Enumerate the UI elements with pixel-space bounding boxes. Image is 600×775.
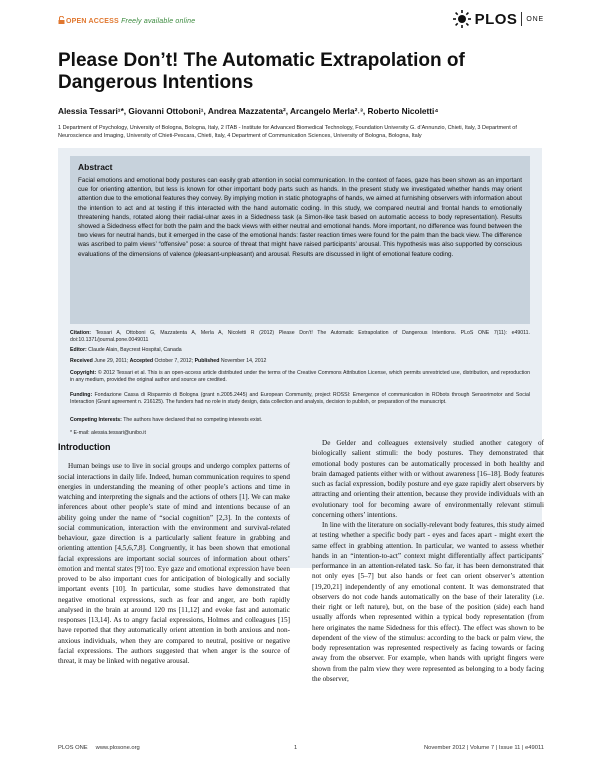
author-list: Alessia Tessari¹*, Giovanni Ottoboni¹, Andrea Mazzatenta², Arcangelo Merla²˒³, Roberto Nicoletti⁴ xyxy=(58,106,439,116)
footer-url[interactable]: www.plosone.org xyxy=(95,745,140,751)
corresponding-email[interactable]: * E-mail: alessia.tessari@unibo.it xyxy=(70,430,146,436)
journal-header xyxy=(58,9,544,35)
copyright xyxy=(70,370,530,385)
introduction-heading: Introduction xyxy=(58,442,111,452)
funding-text: Fondazione Cassa di Risparmio di Bologna (grant n.2005.2445) and European Community, project ROSSI: Emergence of communication in RObots through Sensorimotor and Social Interaction (Grant agreement n. 216125). The funders had no role in study design, data collection and analysis, decision to publish, or preparation of the manuscript. xyxy=(70,392,530,406)
plos-sun-icon xyxy=(452,9,472,29)
copyright-text: © 2012 Tessari et al. This is an open-access article distributed under the terms of the Creative Commons Attribution License, which permits unrestricted use, distribution, and reproduction in any medium, provided the original author and source are credited. xyxy=(70,370,530,384)
editor xyxy=(70,347,530,354)
citation-text: Tessari A, Ottoboni G, Mazzatenta A, Merla A, Nicoletti R (2012) Please Don’t! The Automatic Extrapolation of Dangerous Intentions. PLoS ONE 7(11): e49011. doi:10.1371/journal.pone.0049011 xyxy=(70,330,530,344)
editor-label: Editor: xyxy=(70,347,87,353)
footer-journal-name: PLOS ONE xyxy=(58,745,88,751)
competing-label: Competing Interests: xyxy=(70,417,122,423)
plos-logo xyxy=(452,9,544,29)
body-paragraph: Human beings use to live in social groups and undergo complex patterns of social interactions in daily life. Indeed, human communication requires to spend energies in understanding the meaning of other people’s actions and time in watching and interpreting the signals and the actions of others [1]. We can make inferences about other people’s state of mind and intentions because of an ability going under the name of “social cognition” [2,3]. In the contexts of social communication, interaction with the environment and survival-related behaviour, gaze direction is a particularly salient feature in grabbing and orienting attention [4,5,6,7,8]. Congruently, it has been shown that emotional facial expressions are important social sources of information about others’ emotion and mental states [9] too. Eye gaze and emotional expression have been proved to be also important cues for anticipation of biologically and socially important events [10]. In particular, some studies have demonstrated that negative emotional expressions, such as fear and anger, are both rapidly analysed in the brain at around 120 ms [11,12] and evoke fast and automatic responses [13,14]. As to angry facial expressions, Holmes and colleagues [15] have reported that they automatically orient attention in both anxious and non-anxious individuals, when they are compared to neutral, positive or negative facial expressions. The authors suggested that when anger is the source of threat, it may be linked with negative arousal. xyxy=(58,462,290,665)
competing-text: The authors have declared that no competing interests exist. xyxy=(123,417,263,423)
affiliations: 1 Department of Psychology, University of Bologna, Bologna, Italy, 2 ITAB - Institute for Advanced Biomedical Technology, Foundation University G. d’Annunzio, Chieti, Italy, 3 Department of Neuroscience and Imaging, University of Chieti-Pescara, Chieti, Italy, 4 Department of Communication Sciences, University of Bologna, Bologna, Italy xyxy=(58,125,517,139)
abstract-heading: Abstract xyxy=(78,162,113,172)
published-label: Published xyxy=(194,358,220,364)
abstract-box xyxy=(70,156,530,324)
abstract-text: Facial emotions and emotional body postures can easily grab attention in social communication. In the context of faces, gaze has been shown as an important cue for orienting attention, but less is known for other important body parts such as hands. In the present study we investigated whether hands may orient attention due to the emotional features they convey. By implying motion in static photographs of hands, we aimed at furnishing observers with information about the intention to act and at testing if this interacted with the hand automatic coding. In this study, we compared neutral and frontal hands to emotionally threatening hands, rotated along their radial-ulnar axes in a Sidedness task (a Simon-like task based on automatic access to body representation). Results showed a Sidedness effect for both the palm and the back views with either neutral and emotional hands. More important, no difference was found between the two views for neutral hands, but it emerged in the case of the emotional hands: faster reaction times were found for the palm than the back view. The difference was ascribed to palm views’ “offensive” pose: a source of threat that might have raised participants’ arousal. This hypothesis was also supported by conscious evaluations of the dimensions of valence (pleasant-unpleasant) and arousal. Results are discussed in light of emotional feature coding. xyxy=(78,177,522,258)
body-paragraph: In line with the literature on socially-relevant body features, this study aimed at testing whether a specific body part - eyes and faces apart - might exert the same effect in grabbing attention. In particular, we wanted to assess whether hands in an “intention-to-act” context might differentially affect participants’ performance in an attention-related task. So far, it has been demonstrated that not only eyes [5–7] but also hands or feet can orient observer’s attention [19,20,21] independently of any emotional content. It was demonstrated that observers do not code hands automatically on the base of their laterality (i.e. their right or left nature), but, on the base of the position (side) each hand usually affords when represented within a typical body representation (from here originates the name Sidedness for this effect). The effect was shown to be dependent of the view of the stimulus: according to the back or palm view, the body representation was represented respectively as facing towards or facing away from the observer. For example, when hands with upright fingers were shown from the palm view they were represented as belonging to a body facing the observer, xyxy=(312,521,544,683)
editor-text: Claude Alain, Baycrest Hospital, Canada xyxy=(88,347,182,353)
funding-label: Funding: xyxy=(70,392,93,398)
free-online-label: Freely available online xyxy=(121,18,196,25)
accepted-date: October 7, 2012; xyxy=(154,358,194,364)
competing-interests xyxy=(70,417,530,424)
citation-label: Citation: xyxy=(70,330,92,336)
accepted-label: Accepted xyxy=(129,358,154,364)
received-label: Received xyxy=(70,358,93,364)
published-date: November 14, 2012 xyxy=(220,358,267,364)
open-access-badge xyxy=(58,16,195,25)
plos-wordmark: PLOS xyxy=(474,10,518,28)
journal-name: ONE xyxy=(526,15,544,23)
funding xyxy=(70,392,530,407)
logo-divider xyxy=(521,12,522,26)
dates xyxy=(70,358,530,365)
left-column xyxy=(58,442,290,666)
footer-journal xyxy=(58,745,140,751)
open-lock-icon xyxy=(58,16,65,24)
issue-info: November 2012 | Volume 7 | Issue 11 | e49011 xyxy=(424,745,544,751)
access-label: ACCESS xyxy=(88,18,119,25)
received-date: June 29, 2011; xyxy=(94,358,129,364)
paper-title: Please Don’t! The Automatic Extrapolation of Dangerous Intentions xyxy=(58,50,465,93)
right-column xyxy=(312,438,544,684)
page-number: 1 xyxy=(294,745,298,751)
citation xyxy=(70,330,530,345)
open-label: OPEN xyxy=(66,18,87,25)
body-paragraph: De Gelder and colleagues extensively studied another category of biologically salient stimuli: the body postures. They demonstrated that emotional body postures can be automatically processed in both healthy and brain damaged patients either with or without awareness [16–18]. Body features such as facial expression, bodily posture and eye gaze rapidly alert observers by attracting and orienting their attention, because they provide individuals with an evolutionary tool for becoming aware of environmentally relevant stimuli concerning others’ intentions. xyxy=(312,439,544,519)
copyright-label: Copyright: xyxy=(70,370,97,376)
